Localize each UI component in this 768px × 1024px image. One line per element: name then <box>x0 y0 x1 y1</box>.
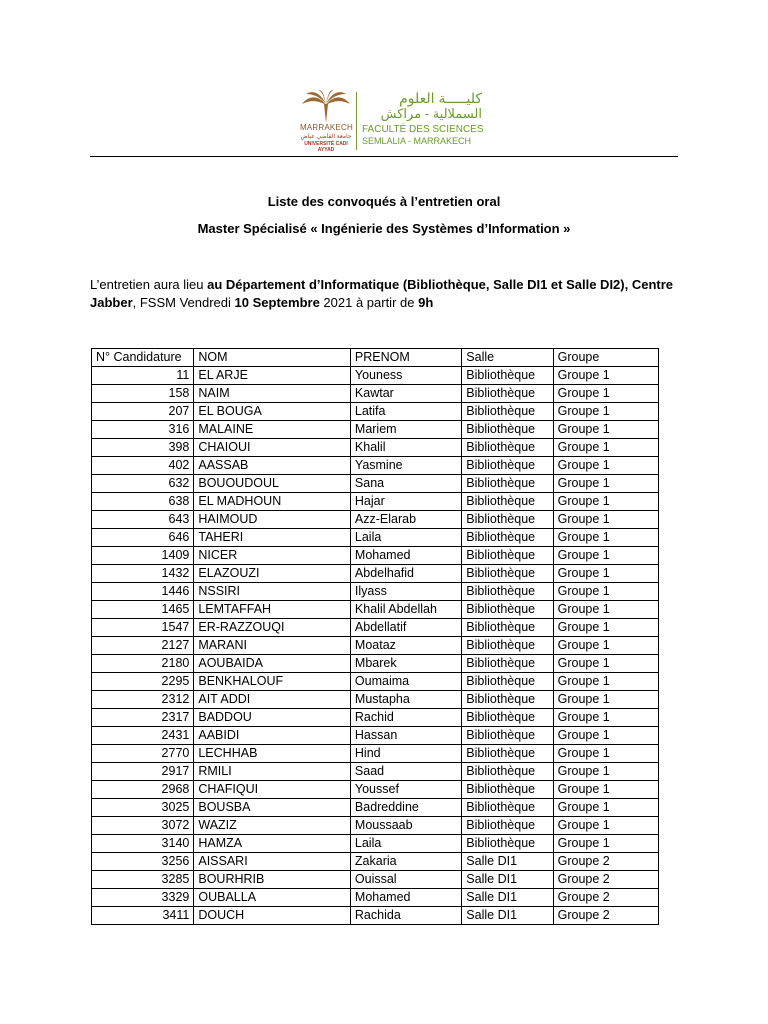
cell-salle: Bibliothèque <box>462 547 553 565</box>
cell-groupe: Groupe 1 <box>553 367 658 385</box>
cell-candidature-number: 2317 <box>92 709 194 727</box>
cell-groupe: Groupe 1 <box>553 673 658 691</box>
cell-nom: NAIM <box>194 385 351 403</box>
cell-salle: Bibliothèque <box>462 367 553 385</box>
table-row <box>92 673 659 691</box>
cell-groupe: Groupe 1 <box>553 601 658 619</box>
cell-nom: AIT ADDI <box>194 691 351 709</box>
cell-nom: WAZIZ <box>194 817 351 835</box>
cell-prenom: Badreddine <box>350 799 461 817</box>
cell-groupe: Groupe 1 <box>553 529 658 547</box>
cell-salle: Bibliothèque <box>462 781 553 799</box>
cell-salle: Bibliothèque <box>462 709 553 727</box>
cell-groupe: Groupe 1 <box>553 547 658 565</box>
cell-salle: Bibliothèque <box>462 673 553 691</box>
table-row <box>92 421 659 439</box>
intro-paragraph <box>90 276 680 312</box>
logo-divider <box>356 92 357 150</box>
cell-groupe: Groupe 1 <box>553 619 658 637</box>
cell-candidature-number: 2180 <box>92 655 194 673</box>
intro-date: 10 Septembre <box>234 295 320 310</box>
cell-prenom: Mustapha <box>350 691 461 709</box>
cell-prenom: Laila <box>350 835 461 853</box>
cell-salle: Salle DI1 <box>462 907 553 925</box>
cell-prenom: Hajar <box>350 493 461 511</box>
cell-candidature-number: 1432 <box>92 565 194 583</box>
table-row <box>92 871 659 889</box>
cell-salle: Bibliothèque <box>462 403 553 421</box>
cell-groupe: Groupe 1 <box>553 763 658 781</box>
cell-salle: Bibliothèque <box>462 565 553 583</box>
cell-nom: CHAFIQUI <box>194 781 351 799</box>
cell-nom: CHAIOUI <box>194 439 351 457</box>
table-row <box>92 439 659 457</box>
cell-candidature-number: 207 <box>92 403 194 421</box>
cell-salle: Bibliothèque <box>462 583 553 601</box>
cell-nom: BOURHRIB <box>194 871 351 889</box>
cell-nom: EL BOUGA <box>194 403 351 421</box>
cell-prenom: Latifa <box>350 403 461 421</box>
intro-text-3: 2021 à partir de <box>319 295 419 310</box>
cell-candidature-number: 2431 <box>92 727 194 745</box>
cell-nom: HAIMOUD <box>194 511 351 529</box>
cell-nom: MARANI <box>194 637 351 655</box>
cell-groupe: Groupe 1 <box>553 817 658 835</box>
cell-candidature-number: 3285 <box>92 871 194 889</box>
cell-nom: ER-RAZZOUQI <box>194 619 351 637</box>
header-prenom: PRENOM <box>350 349 461 367</box>
cell-groupe: Groupe 1 <box>553 655 658 673</box>
logo-university: UNIVERSITÉ CADI AYYAD <box>304 141 348 153</box>
cell-salle: Bibliothèque <box>462 817 553 835</box>
cell-prenom: Zakaria <box>350 853 461 871</box>
cell-nom: LECHHAB <box>194 745 351 763</box>
table-row <box>92 817 659 835</box>
cell-candidature-number: 2295 <box>92 673 194 691</box>
cell-salle: Bibliothèque <box>462 385 553 403</box>
cell-groupe: Groupe 1 <box>553 511 658 529</box>
cell-groupe: Groupe 1 <box>553 727 658 745</box>
table-row <box>92 799 659 817</box>
cell-nom: ELAZOUZI <box>194 565 351 583</box>
cell-prenom: Rachid <box>350 709 461 727</box>
faculty-arabic-line2: السملالية - مراكش <box>380 106 482 121</box>
faculty-logo-text <box>362 90 482 150</box>
cell-nom: BADDOU <box>194 709 351 727</box>
cell-candidature-number: 3329 <box>92 889 194 907</box>
cell-prenom: Mariem <box>350 421 461 439</box>
cell-nom: HAMZA <box>194 835 351 853</box>
cell-salle: Salle DI1 <box>462 853 553 871</box>
logo-university-arabic: جامعة القاضي عياض <box>300 134 352 140</box>
cell-groupe: Groupe 1 <box>553 457 658 475</box>
table-row <box>92 565 659 583</box>
cell-nom: NSSIRI <box>194 583 351 601</box>
cell-groupe: Groupe 1 <box>553 565 658 583</box>
table-body <box>92 367 659 925</box>
cell-nom: AISSARI <box>194 853 351 871</box>
cell-groupe: Groupe 2 <box>553 871 658 889</box>
table-row <box>92 691 659 709</box>
cell-nom: AASSAB <box>194 457 351 475</box>
cell-groupe: Groupe 1 <box>553 637 658 655</box>
table-row <box>92 511 659 529</box>
table-row <box>92 619 659 637</box>
cell-candidature-number: 643 <box>92 511 194 529</box>
cell-prenom: Azz-Elarab <box>350 511 461 529</box>
cell-groupe: Groupe 1 <box>553 745 658 763</box>
cell-candidature-number: 2917 <box>92 763 194 781</box>
cell-candidature-number: 3140 <box>92 835 194 853</box>
cell-prenom: Moataz <box>350 637 461 655</box>
table-row <box>92 745 659 763</box>
table-row <box>92 529 659 547</box>
cell-nom: DOUCH <box>194 907 351 925</box>
university-logo <box>300 90 352 152</box>
cell-nom: OUBALLA <box>194 889 351 907</box>
table-row <box>92 763 659 781</box>
cell-groupe: Groupe 1 <box>553 691 658 709</box>
cell-candidature-number: 11 <box>92 367 194 385</box>
cell-prenom: Abdelhafid <box>350 565 461 583</box>
header-groupe: Groupe <box>553 349 658 367</box>
logo-city: MARRAKECH <box>300 123 353 132</box>
cell-candidature-number: 3411 <box>92 907 194 925</box>
cell-prenom: Khalil <box>350 439 461 457</box>
cell-nom: EL ARJE <box>194 367 351 385</box>
cell-prenom: Hind <box>350 745 461 763</box>
table-row <box>92 889 659 907</box>
intro-text-2: , FSSM Vendredi <box>132 295 235 310</box>
cell-candidature-number: 3256 <box>92 853 194 871</box>
table-row <box>92 367 659 385</box>
cell-salle: Bibliothèque <box>462 745 553 763</box>
cell-prenom: Moussaab <box>350 817 461 835</box>
cell-groupe: Groupe 1 <box>553 421 658 439</box>
cell-prenom: Saad <box>350 763 461 781</box>
cell-nom: AOUBAIDA <box>194 655 351 673</box>
intro-location: au Département d’Informatique (Bibliothèque, Salle DI1 et Salle DI2), Centre Jabber <box>90 277 674 310</box>
faculty-arabic-line1: كليـــــة العلوم <box>399 90 482 106</box>
cell-salle: Bibliothèque <box>462 691 553 709</box>
cell-candidature-number: 316 <box>92 421 194 439</box>
cell-candidature-number: 638 <box>92 493 194 511</box>
cell-salle: Bibliothèque <box>462 457 553 475</box>
document-subtitle: Master Spécialisé « Ingénierie des Systèmes d’Information » <box>197 221 571 236</box>
cell-prenom: Sana <box>350 475 461 493</box>
cell-salle: Bibliothèque <box>462 835 553 853</box>
header-rule <box>90 156 678 157</box>
cell-salle: Bibliothèque <box>462 763 553 781</box>
document-title: Liste des convoqués à l’entretien oral <box>267 194 501 209</box>
faculty-french-line2: SEMLALIA - MARRAKECH <box>362 136 472 146</box>
cell-groupe: Groupe 2 <box>553 907 658 925</box>
cell-candidature-number: 2312 <box>92 691 194 709</box>
cell-prenom: Mohamed <box>350 547 461 565</box>
table-row <box>92 493 659 511</box>
cell-candidature-number: 158 <box>92 385 194 403</box>
table-row <box>92 907 659 925</box>
table-row <box>92 475 659 493</box>
cell-groupe: Groupe 1 <box>553 583 658 601</box>
header-candidature: N° Candidature <box>92 349 194 367</box>
cell-candidature-number: 3072 <box>92 817 194 835</box>
cell-prenom: Youssef <box>350 781 461 799</box>
cell-groupe: Groupe 2 <box>553 853 658 871</box>
cell-salle: Bibliothèque <box>462 601 553 619</box>
table-row <box>92 781 659 799</box>
cell-nom: BOUOUDOUL <box>194 475 351 493</box>
cell-candidature-number: 3025 <box>92 799 194 817</box>
cell-groupe: Groupe 1 <box>553 475 658 493</box>
cell-groupe: Groupe 1 <box>553 403 658 421</box>
cell-salle: Bibliothèque <box>462 637 553 655</box>
cell-prenom: Hassan <box>350 727 461 745</box>
table-row <box>92 385 659 403</box>
cell-prenom: Laila <box>350 529 461 547</box>
cell-salle: Bibliothèque <box>462 511 553 529</box>
cell-groupe: Groupe 1 <box>553 439 658 457</box>
cell-nom: RMILI <box>194 763 351 781</box>
table-row <box>92 727 659 745</box>
cell-candidature-number: 1446 <box>92 583 194 601</box>
cell-prenom: Oumaima <box>350 673 461 691</box>
cell-salle: Bibliothèque <box>462 799 553 817</box>
cell-groupe: Groupe 1 <box>553 835 658 853</box>
table-row <box>92 457 659 475</box>
cell-candidature-number: 1547 <box>92 619 194 637</box>
cell-candidature-number: 1409 <box>92 547 194 565</box>
cell-prenom: Rachida <box>350 907 461 925</box>
faculty-french-line1: FACULTÉ DES SCIENCES <box>362 124 484 135</box>
intro-time: 9h <box>418 295 434 310</box>
candidates-table <box>91 348 659 925</box>
palm-logo-icon <box>300 90 352 124</box>
cell-candidature-number: 2770 <box>92 745 194 763</box>
cell-nom: LEMTAFFAH <box>194 601 351 619</box>
cell-salle: Bibliothèque <box>462 475 553 493</box>
cell-candidature-number: 402 <box>92 457 194 475</box>
cell-groupe: Groupe 1 <box>553 385 658 403</box>
cell-nom: BOUSBA <box>194 799 351 817</box>
cell-salle: Bibliothèque <box>462 619 553 637</box>
page-header <box>0 0 768 160</box>
table-row <box>92 547 659 565</box>
cell-prenom: Youness <box>350 367 461 385</box>
table-row <box>92 403 659 421</box>
cell-prenom: Kawtar <box>350 385 461 403</box>
cell-salle: Bibliothèque <box>462 727 553 745</box>
cell-nom: TAHERI <box>194 529 351 547</box>
header-nom: NOM <box>194 349 351 367</box>
cell-nom: EL MADHOUN <box>194 493 351 511</box>
table-row <box>92 835 659 853</box>
cell-nom: MALAINE <box>194 421 351 439</box>
cell-salle: Bibliothèque <box>462 529 553 547</box>
table-row <box>92 655 659 673</box>
cell-prenom: Yasmine <box>350 457 461 475</box>
table-row <box>92 583 659 601</box>
cell-nom: BENKHALOUF <box>194 673 351 691</box>
cell-groupe: Groupe 1 <box>553 781 658 799</box>
cell-nom: AABIDI <box>194 727 351 745</box>
cell-groupe: Groupe 2 <box>553 889 658 907</box>
cell-nom: NICER <box>194 547 351 565</box>
cell-prenom: Mohamed <box>350 889 461 907</box>
cell-prenom: Khalil Abdellah <box>350 601 461 619</box>
cell-candidature-number: 398 <box>92 439 194 457</box>
cell-salle: Bibliothèque <box>462 655 553 673</box>
table-row <box>92 853 659 871</box>
cell-candidature-number: 2968 <box>92 781 194 799</box>
cell-candidature-number: 632 <box>92 475 194 493</box>
cell-prenom: Ouissal <box>350 871 461 889</box>
cell-prenom: Abdellatif <box>350 619 461 637</box>
cell-salle: Bibliothèque <box>462 439 553 457</box>
cell-groupe: Groupe 1 <box>553 799 658 817</box>
table-row <box>92 709 659 727</box>
cell-salle: Bibliothèque <box>462 421 553 439</box>
cell-prenom: Mbarek <box>350 655 461 673</box>
cell-groupe: Groupe 1 <box>553 493 658 511</box>
cell-candidature-number: 1465 <box>92 601 194 619</box>
table-row <box>92 637 659 655</box>
header-salle: Salle <box>462 349 553 367</box>
cell-salle: Salle DI1 <box>462 871 553 889</box>
intro-text-1: L’entretien aura lieu <box>90 277 208 292</box>
cell-candidature-number: 646 <box>92 529 194 547</box>
cell-prenom: Ilyass <box>350 583 461 601</box>
cell-candidature-number: 2127 <box>92 637 194 655</box>
table-header-row <box>92 349 659 367</box>
cell-salle: Salle DI1 <box>462 889 553 907</box>
cell-groupe: Groupe 1 <box>553 709 658 727</box>
table-row <box>92 601 659 619</box>
cell-salle: Bibliothèque <box>462 493 553 511</box>
